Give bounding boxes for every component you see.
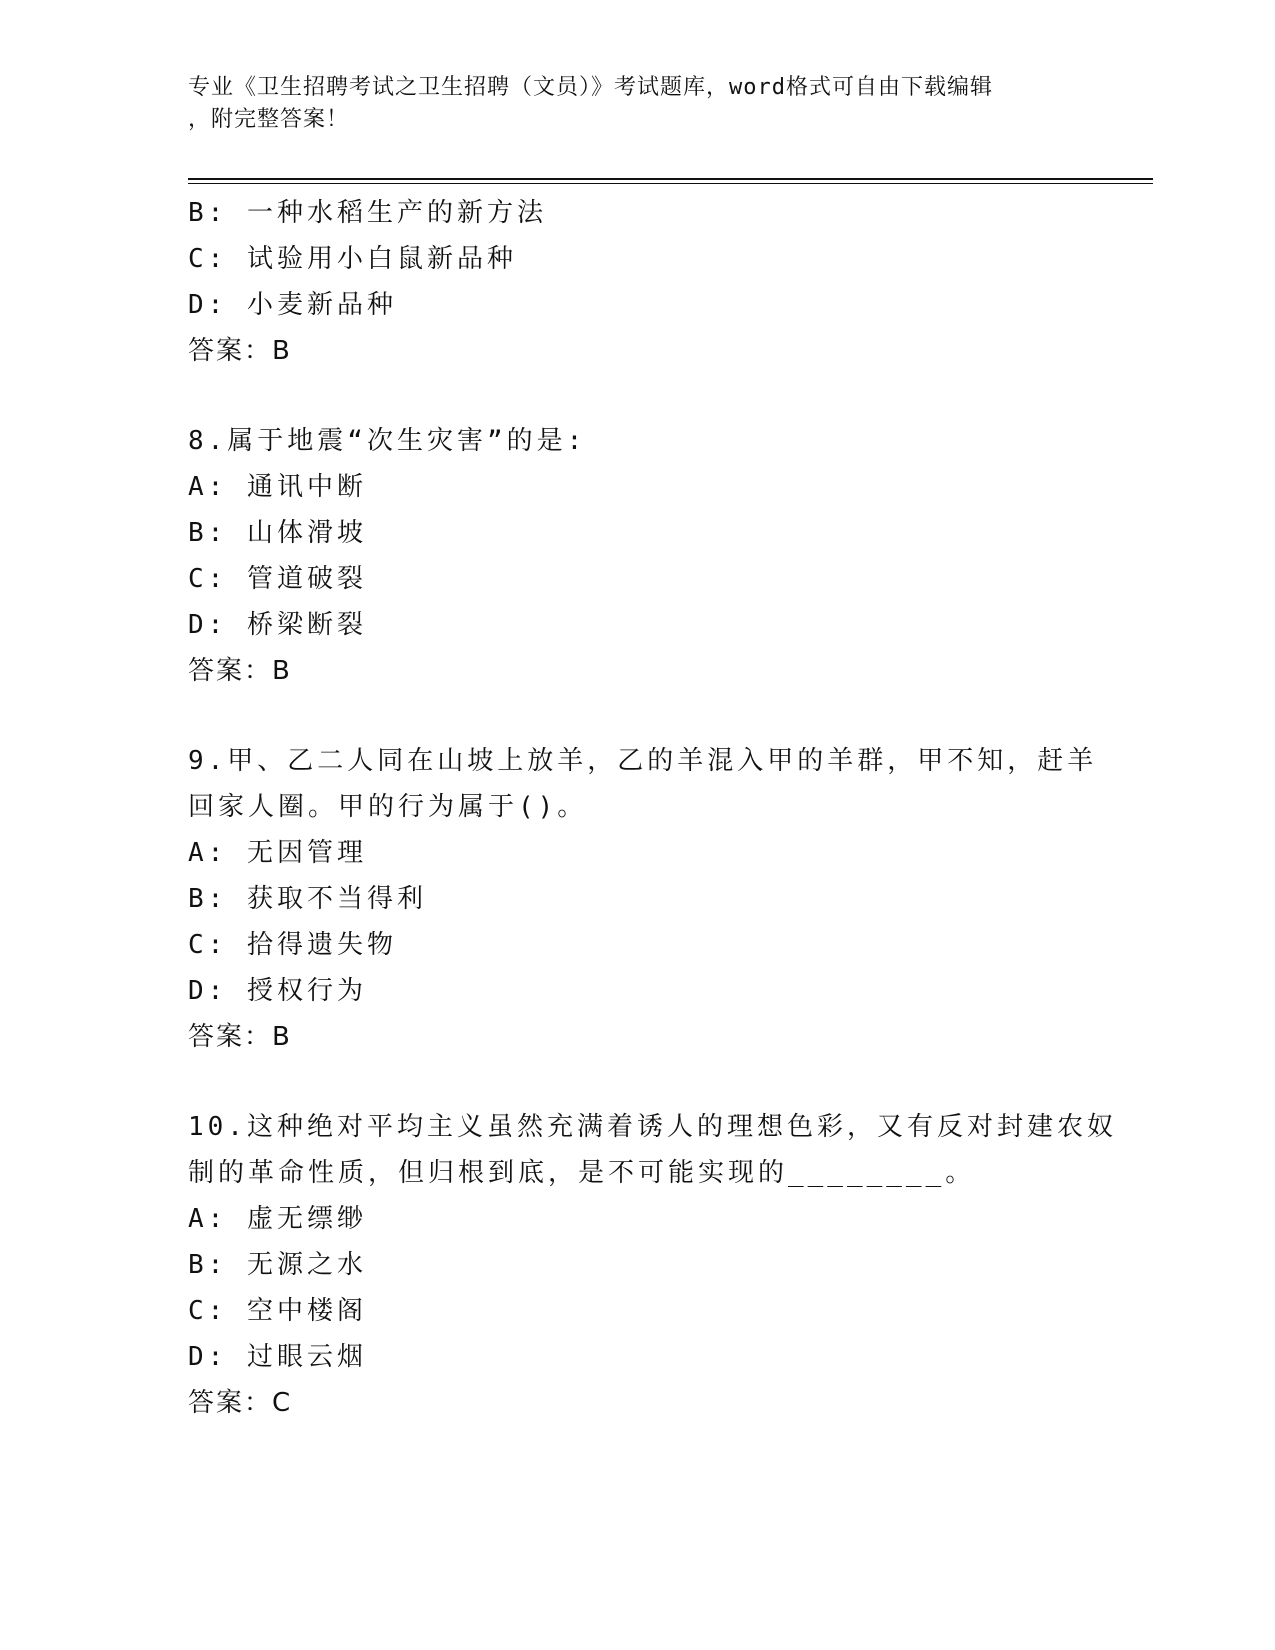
question-block-8 (188, 418, 1088, 694)
option-a: A: 虚无缥缈 (188, 1204, 367, 1234)
spacer (188, 374, 1088, 418)
option-d: D: 桥梁断裂 (188, 610, 367, 640)
spacer (188, 1060, 1088, 1104)
option-a: A: 无因管理 (188, 838, 367, 868)
question-list (188, 190, 1117, 1426)
option-c: C: 管道破裂 (188, 564, 367, 594)
answer-line: 答案：B (188, 336, 292, 366)
option-c: C: 拾得遗失物 (188, 930, 397, 960)
option-d: D: 小麦新品种 (188, 290, 397, 320)
answer-line: 答案：B (188, 1022, 292, 1052)
answer-line: 答案：C (188, 1388, 293, 1418)
answer-line: 答案：B (188, 656, 292, 686)
question-block-10 (188, 1104, 1117, 1426)
option-b: B: 一种水稻生产的新方法 (188, 198, 547, 228)
option-b: B: 无源之水 (188, 1250, 367, 1280)
question-block-7 (188, 190, 1088, 374)
question-stem-line2: 回家人圈。甲的行为属于()。 (188, 792, 588, 822)
question-stem-line2: 制的革命性质，但归根到底，是不可能实现的________。 (188, 1158, 976, 1188)
header-title-line2: ，附完整答案！ (188, 107, 350, 132)
spacer (188, 694, 1088, 738)
question-stem: 8.属于地震“次生灾害”的是: (188, 426, 587, 456)
option-c: C: 空中楼阁 (188, 1296, 367, 1326)
option-b: B: 山体滑坡 (188, 518, 367, 548)
option-c: C: 试验用小白鼠新品种 (188, 244, 517, 274)
header-divider-thin (188, 183, 1153, 184)
option-d: D: 过眼云烟 (188, 1342, 367, 1372)
question-block-9 (188, 738, 1098, 1060)
page-header (188, 72, 1088, 136)
option-a: A: 通讯中断 (188, 472, 367, 502)
header-title-line1: 专业《卫生招聘考试之卫生招聘（文员）》考试题库，word格式可自由下载编辑 (188, 75, 993, 100)
question-stem-line1: 9.甲、乙二人同在山坡上放羊，乙的羊混入甲的羊群，甲不知，赶羊 (188, 746, 1098, 776)
header-divider-thick (188, 178, 1153, 180)
question-stem-line1: 10.这种绝对平均主义虽然充满着诱人的理想色彩，又有反对封建农奴 (188, 1112, 1117, 1142)
option-b: B: 获取不当得利 (188, 884, 427, 914)
option-d: D: 授权行为 (188, 976, 367, 1006)
